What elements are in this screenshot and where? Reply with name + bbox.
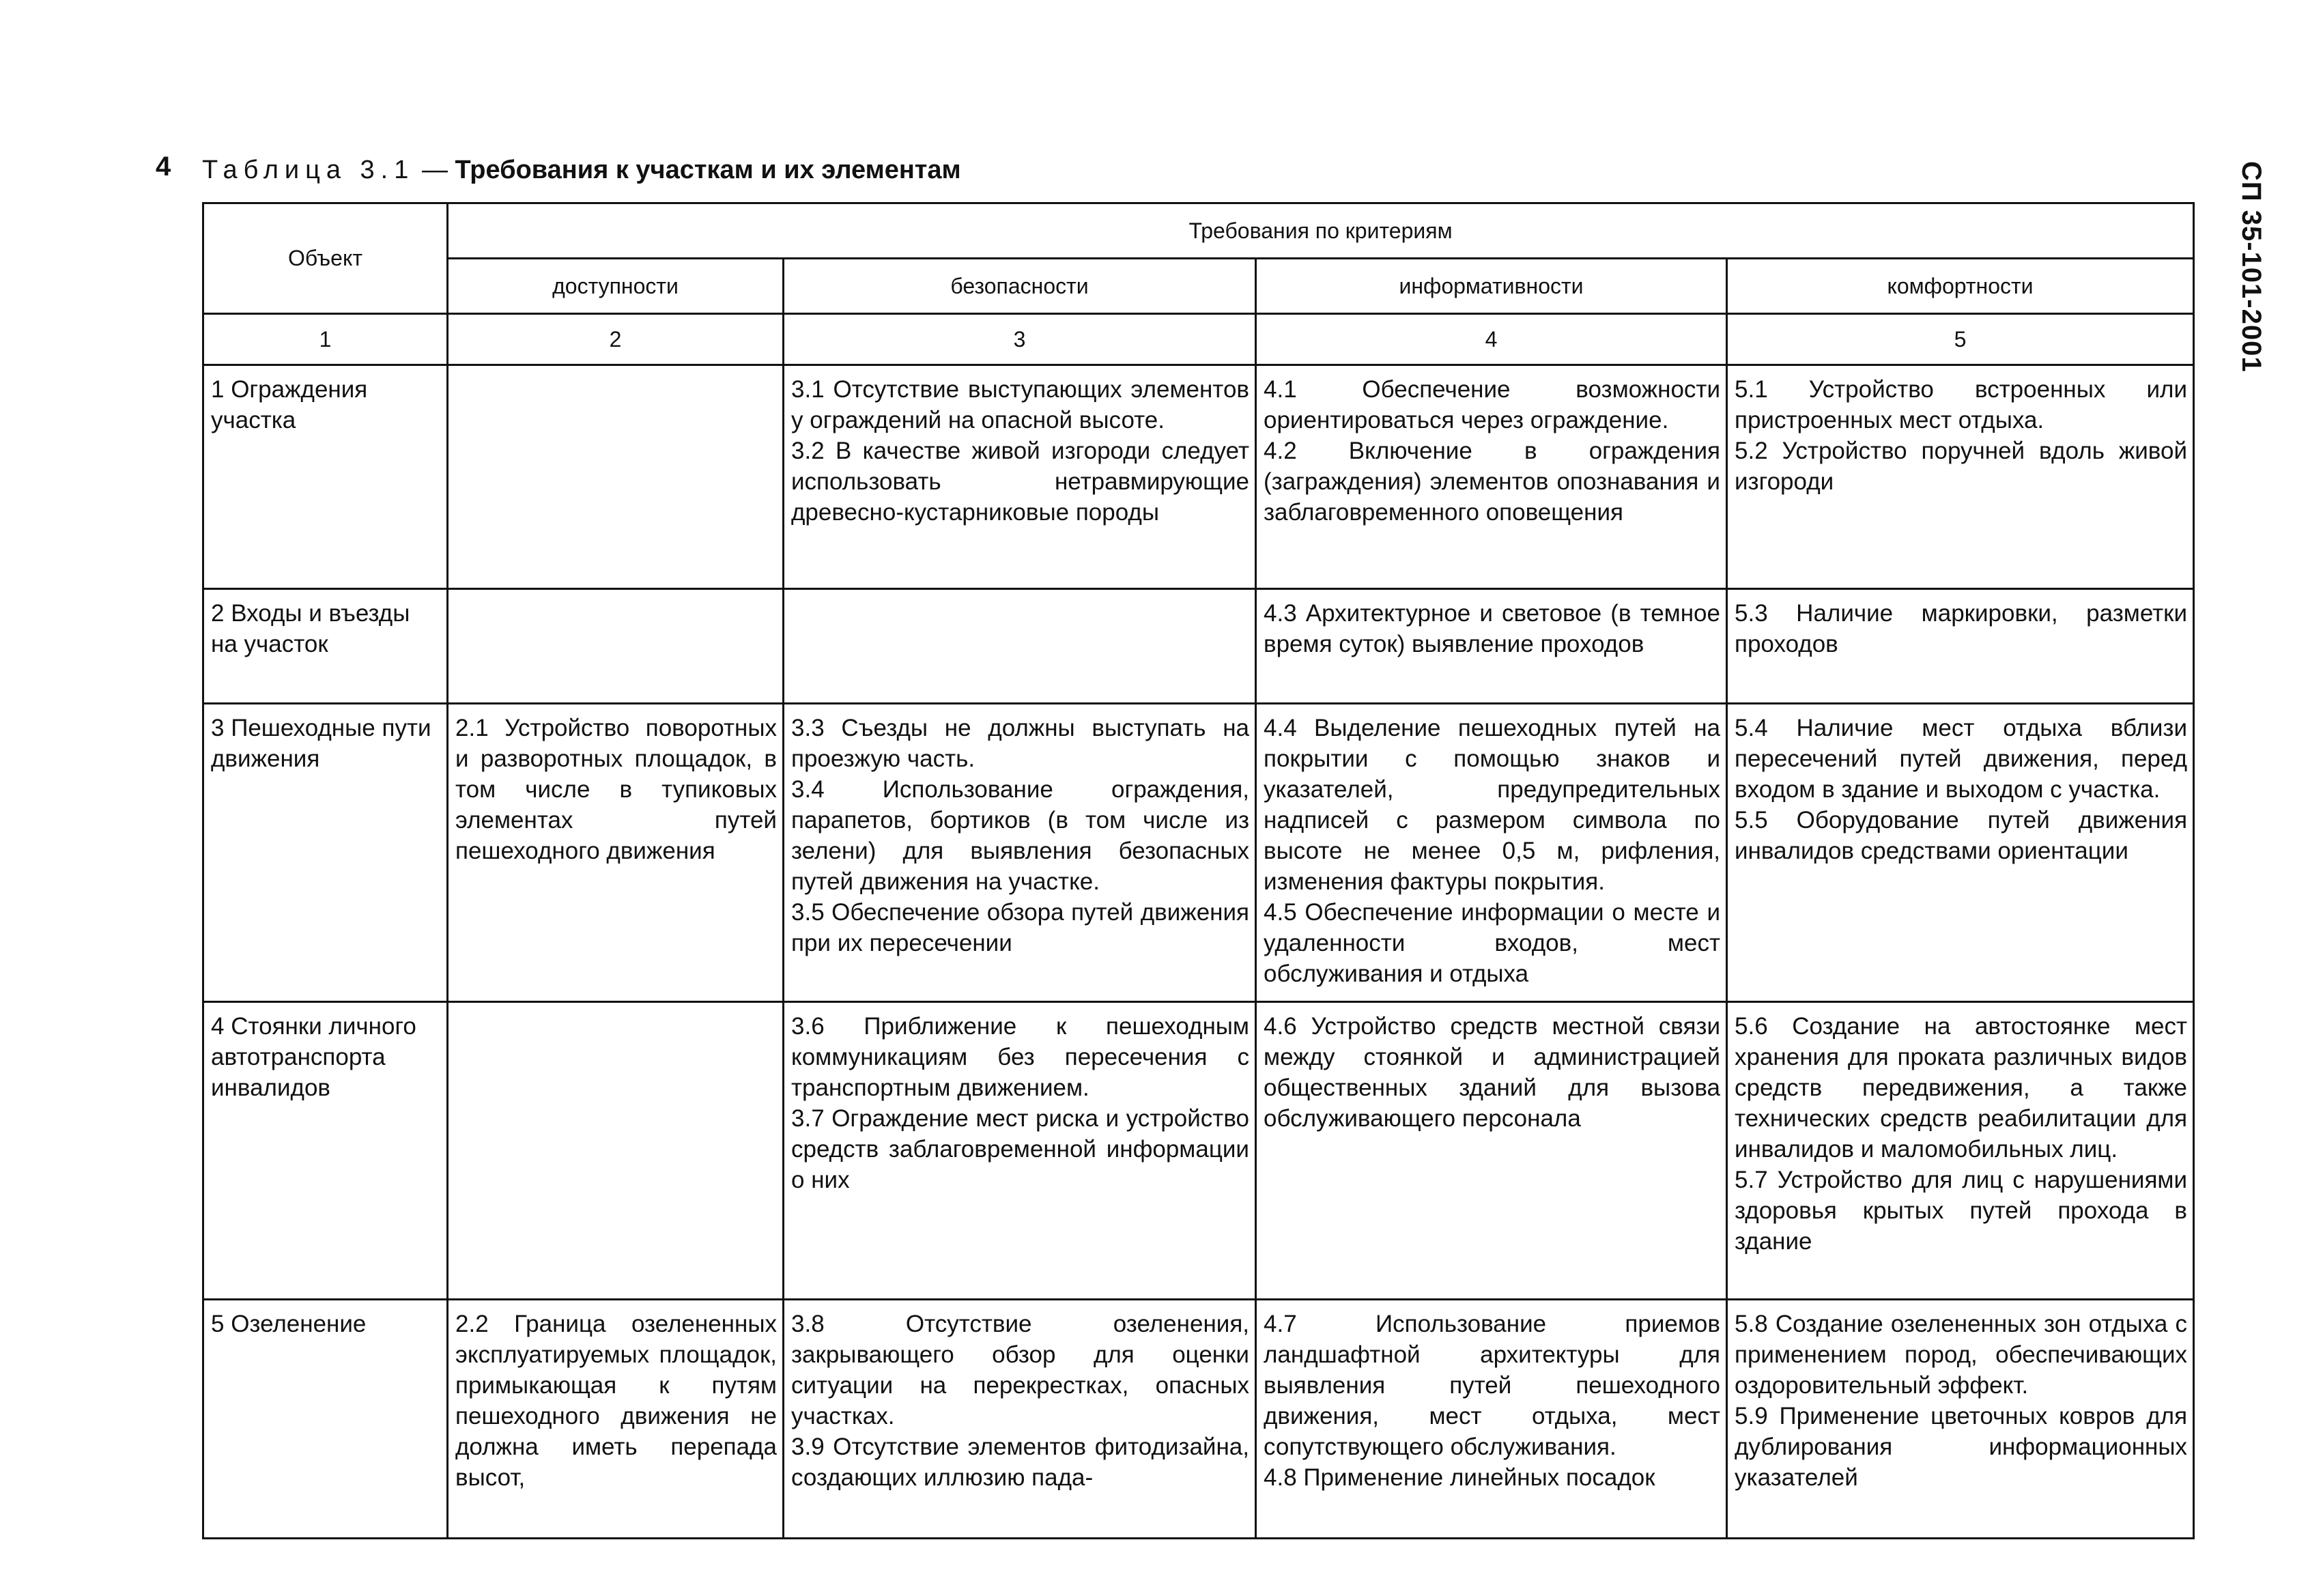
requirement-item: 3.3 Съезды не должны выступать на проезжую часть. [791, 715, 1249, 772]
requirement-item: 4.6 Устройство средств местной связи между стоянкой и администрацией общественных зданий для вызова обслуживающего персонала [1264, 1013, 1720, 1132]
header-criterion: информативности [1256, 259, 1727, 314]
requirement-item: 5.9 Применение цветочных ковров для дублирования информационных указателей [1735, 1403, 2188, 1491]
column-number: 4 [1256, 314, 1727, 365]
requirement-item: 4.7 Использование приемов ландшафтной архитектуры для выявления путей пешеходного движения, мест отдыха, мест сопутствующего обслуживания. [1264, 1311, 1720, 1460]
caption-label: Таблица 3.1 [202, 156, 415, 184]
table-row [203, 589, 2194, 704]
requirement-item: 3.2 В качестве живой изгороди следует использовать нетравмирующие древесно-кустарниковые породы [791, 438, 1249, 526]
caption-title: Требования к участкам и их элементам [455, 156, 961, 184]
object-cell: 3 Пешеходные пути движения [203, 704, 448, 1002]
requirement-cell [448, 1002, 784, 1300]
requirement-cell [784, 589, 1256, 704]
column-number: 2 [448, 314, 784, 365]
requirement-cell [1727, 589, 2194, 704]
requirement-cell [448, 704, 784, 1002]
requirement-cell [1727, 1002, 2194, 1300]
header-criterion: комфортности [1727, 259, 2194, 314]
requirement-item: 4.3 Архитектурное и световое (в темное время суток) выявление проходов [1264, 600, 1720, 657]
requirement-cell [448, 589, 784, 704]
table-body [203, 365, 2194, 1539]
header-criteria-group: Требования по критериям [448, 203, 2194, 259]
object-cell: 1 Ограждения участка [203, 365, 448, 589]
requirement-item: 5.2 Устройство поручней вдоль живой изгороди [1735, 438, 2188, 495]
document-code: СП 35-101-2001 [2236, 161, 2266, 373]
requirement-cell [784, 1300, 1256, 1539]
requirement-cell [1727, 1300, 2194, 1539]
requirements-table [202, 202, 2195, 1539]
requirement-item: 3.1 Отсутствие выступающих элементов у ограждений на опасной высоте. [791, 376, 1249, 433]
page-number: 4 [156, 152, 171, 182]
requirement-item: 3.7 Ограждение мест риска и устройство средств заблаговременной информации о них [791, 1105, 1249, 1193]
requirement-item: 3.5 Обеспечение обзора путей движения при их пересечении [791, 899, 1249, 956]
requirement-cell [1256, 1002, 1727, 1300]
table-row [203, 1002, 2194, 1300]
object-cell: 5 Озеленение [203, 1300, 448, 1539]
requirement-item: 3.6 Приближение к пешеходным коммуникациям без пересечения с транспортным движением. [791, 1013, 1249, 1101]
table-caption [202, 156, 961, 185]
requirement-item: 5.7 Устройство для лиц с нарушениями здоровья крытых путей прохода в здание [1735, 1167, 2188, 1255]
requirement-item: 3.4 Использование ограждения, парапетов, бортиков (в том числе из зелени) для выявления безопасных путей движения на участке. [791, 776, 1249, 895]
requirement-item: 4.4 Выделение пешеходных путей на покрытии с помощью знаков и указателей, предупредительных надписей с размером символа по высоте не менее 0,5 м, рифления, изменения фактуры покрытия. [1264, 715, 1720, 895]
requirement-cell [448, 1300, 784, 1539]
column-number: 1 [203, 314, 448, 365]
requirement-item: 5.6 Создание на автостоянке мест хранения для проката различных видов средств передвижения, а также технических средств реабилитации для инвалидов и маломобильных лиц. [1735, 1013, 2188, 1163]
caption-dash: — [414, 156, 455, 184]
object-cell: 2 Входы и въезды на участок [203, 589, 448, 704]
requirement-item: 5.1 Устройство встроенных или пристроенных мест отдыха. [1735, 376, 2188, 433]
requirement-cell [1727, 704, 2194, 1002]
requirement-item: 4.5 Обеспечение информации о месте и удаленности входов, мест обслуживания и отдыха [1264, 899, 1720, 987]
requirement-item: 5.8 Создание озелененных зон отдыха с применением пород, обеспечивающих оздоровительный эффект. [1735, 1311, 2188, 1399]
column-number: 5 [1727, 314, 2194, 365]
requirement-item: 4.8 Применение линейных посадок [1264, 1464, 1655, 1491]
requirement-item: 5.5 Оборудование путей движения инвалидов средствами ориентации [1735, 807, 2188, 864]
requirement-cell [1256, 704, 1727, 1002]
object-cell: 4 Стоянки личного автотранспорта инвалидов [203, 1002, 448, 1300]
requirement-cell [784, 1002, 1256, 1300]
requirement-item: 4.2 Включение в ограждения (заграждения) элементов опознавания и заблаговременного оповещения [1264, 438, 1720, 526]
requirement-item: 3.9 Отсутствие элементов фитодизайна, создающих иллюзию пада- [791, 1434, 1249, 1491]
table-row [203, 704, 2194, 1002]
requirement-cell [448, 365, 784, 589]
header-criterion: безопасности [784, 259, 1256, 314]
requirement-cell [1256, 1300, 1727, 1539]
table-row [203, 1300, 2194, 1539]
table-row [203, 365, 2194, 589]
requirement-item: 3.8 Отсутствие озеленения, закрывающего обзор для оценки ситуации на перекрестках, опасных участках. [791, 1311, 1249, 1429]
column-number: 3 [784, 314, 1256, 365]
requirement-cell [1256, 365, 1727, 589]
requirement-cell [1256, 589, 1727, 704]
requirement-item: 2.1 Устройство поворотных и разворотных площадок, в том числе в тупиковых элементах путей пешеходного движения [455, 715, 777, 864]
header-criterion: доступности [448, 259, 784, 314]
requirement-item: 5.3 Наличие маркировки, разметки проходов [1735, 600, 2188, 657]
requirement-item: 4.1 Обеспечение возможности ориентироваться через ограждение. [1264, 376, 1720, 433]
requirement-cell [784, 365, 1256, 589]
requirement-cell [784, 704, 1256, 1002]
header-object: Объект [203, 203, 448, 314]
requirement-cell [1727, 365, 2194, 589]
requirement-item: 5.4 Наличие мест отдыха вблизи пересечений путей движения, перед входом в здание и выходом с участка. [1735, 715, 2188, 803]
requirement-item: 2.2 Граница озелененных эксплуатируемых площадок, примыкающая к путям пешеходного движения не должна иметь перепада высот, [455, 1311, 777, 1491]
